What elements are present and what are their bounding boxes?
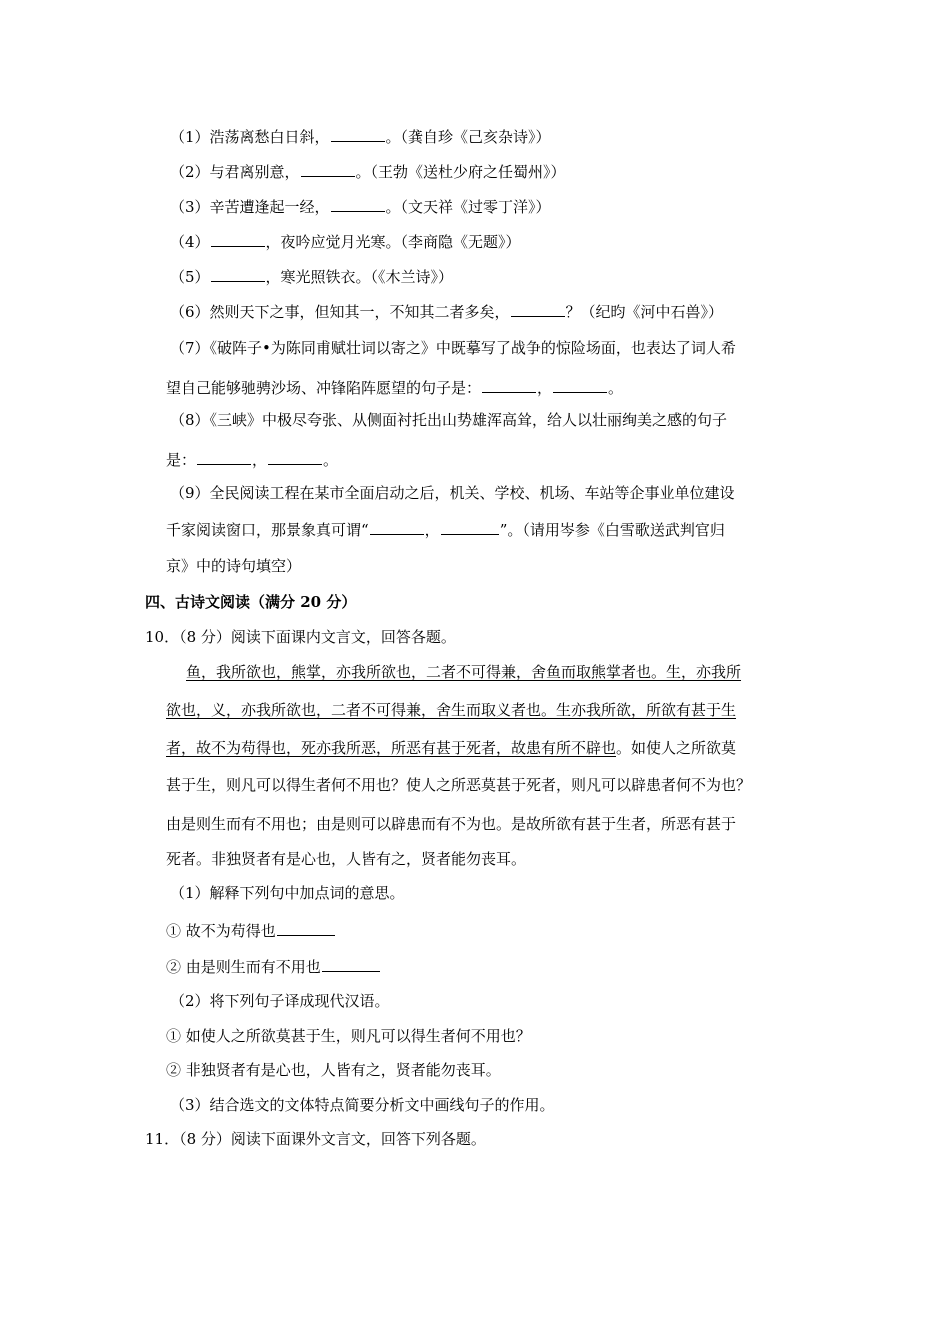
question-10-header: 10．（8 分）阅读下面课内文言文，回答各题。 bbox=[145, 628, 456, 646]
answer-blank[interactable] bbox=[370, 522, 424, 535]
fill-item-text: （4） bbox=[170, 233, 210, 251]
underlined-text: 者，故不为苟得也，死亦我所恶，所恶有甚于死者，故患有所不辟也 bbox=[166, 739, 617, 757]
fill-item-7-line2 bbox=[166, 378, 623, 398]
fill-item-text: 千家阅读窗口，那景象真可谓“ bbox=[166, 521, 369, 539]
fill-item-text: （6）然则天下之事，但知其一，不知其二者多矣， bbox=[170, 303, 510, 321]
answer-blank[interactable] bbox=[331, 199, 385, 212]
answer-blank[interactable] bbox=[211, 269, 265, 282]
answer-blank[interactable] bbox=[197, 452, 251, 465]
fill-item-source: 。（文天祥《过零丁洋》） bbox=[385, 198, 551, 216]
underlined-text: 鱼，我所欲也，熊掌，亦我所欲也，二者不可得兼，舍鱼而取熊掌者也。生，亦我所 bbox=[186, 663, 742, 681]
fill-item-8-line1: （8）《三峡》中极尽夸张、从侧面衬托出山势雄浑高耸，给人以壮丽绚美之感的句子 bbox=[170, 411, 728, 429]
passage-text: 。如使人之所欲莫 bbox=[616, 739, 737, 757]
fill-item-source: ？（纪昀《河中石兽》） bbox=[565, 303, 724, 321]
sub-question-3: （3）结合选文的文体特点简要分析文中画线句子的作用。 bbox=[170, 1096, 555, 1114]
fill-item-3 bbox=[170, 197, 551, 217]
passage-line: 由是则生而有不用也；由是则可以辟患而有不为也。是故所欲有甚于生者，所恶有甚于 bbox=[166, 815, 737, 833]
fill-item-text: （1）浩荡离愁白日斜， bbox=[170, 128, 330, 146]
sub-question-1a bbox=[166, 921, 336, 941]
sub-question-2: （2）将下列句子译成现代汉语。 bbox=[170, 992, 390, 1010]
sub-question-2a: ① 如使人之所欲莫甚于生，则凡可以得生者何不用也？ bbox=[166, 1027, 531, 1045]
fill-item-text: （5） bbox=[170, 268, 210, 286]
sub-question-1: （1）解释下列句中加点词的意思。 bbox=[170, 884, 405, 902]
fill-item-4 bbox=[170, 232, 521, 252]
fill-item-7-line1: （7）《破阵子•为陈同甫赋壮词以寄之》中既摹写了战争的惊险场面，也表达了词人希 bbox=[170, 339, 736, 357]
answer-blank[interactable] bbox=[301, 164, 355, 177]
passage-line bbox=[166, 738, 736, 758]
comma: ， bbox=[424, 521, 440, 539]
answer-blank[interactable] bbox=[511, 304, 565, 317]
answer-blank[interactable] bbox=[211, 234, 265, 247]
fill-item-text: （2）与君离别意， bbox=[170, 163, 300, 181]
fill-item-9-line3: 京》中的诗句填空） bbox=[166, 557, 302, 575]
answer-blank[interactable] bbox=[482, 380, 536, 393]
fill-item-text: 望自己能够驰骋沙场、冲锋陷阵愿望的句子是： bbox=[166, 379, 482, 397]
answer-blank[interactable] bbox=[331, 129, 385, 142]
fill-item-text: （3）辛苦遭逢起一经， bbox=[170, 198, 330, 216]
passage-line: 死者。非独贤者有是心也，人皆有之，贤者能勿丧耳。 bbox=[166, 850, 527, 868]
sub-question-text: ① 故不为苟得也 bbox=[166, 922, 276, 940]
comma: ， bbox=[252, 451, 268, 469]
fill-item-text: 是： bbox=[166, 451, 197, 469]
fill-item-2 bbox=[170, 162, 566, 182]
answer-blank[interactable] bbox=[441, 522, 499, 535]
comma: ， bbox=[537, 379, 553, 397]
passage-line bbox=[166, 700, 736, 720]
fill-item-9-line2 bbox=[166, 520, 725, 540]
answer-blank[interactable] bbox=[553, 380, 607, 393]
answer-blank[interactable] bbox=[268, 452, 322, 465]
fill-item-5 bbox=[170, 267, 453, 287]
question-11-header: 11．（8 分）阅读下面课外文言文，回答下列各题。 bbox=[145, 1130, 486, 1148]
fill-item-9-line1: （9）全民阅读工程在某市全面启动之后，机关、学校、机场、车站等企事业单位建设 bbox=[170, 484, 735, 502]
answer-blank[interactable] bbox=[322, 959, 380, 972]
fill-item-source: ，夜吟应觉月光寒。（李商隐《无题》） bbox=[265, 233, 521, 251]
section-title: 四、古诗文阅读（满分 20 分） bbox=[145, 593, 357, 611]
period: 。 bbox=[323, 451, 339, 469]
period: 。 bbox=[608, 379, 624, 397]
fill-item-source: 。（王勃《送杜少府之任蜀州》） bbox=[355, 163, 566, 181]
passage-line: 甚于生，则凡可以得生者何不用也？使人之所恶莫甚于死者，则凡可以辟患者何不为也？ bbox=[166, 776, 752, 794]
fill-item-8-line2 bbox=[166, 450, 338, 470]
fill-item-source: ，寒光照铁衣。（《木兰诗》） bbox=[265, 268, 454, 286]
fill-item-source: ”。（请用岑参《白雪歌送武判官归 bbox=[499, 521, 725, 539]
underlined-text: 欲也，义，亦我所欲也，二者不可得兼，舍生而取义者也。生亦我所欲，所欲有甚于生 bbox=[166, 701, 737, 719]
passage-line bbox=[186, 662, 741, 682]
fill-item-1 bbox=[170, 127, 551, 147]
sub-question-text: ② 由是则生而有不用也 bbox=[166, 958, 321, 976]
sub-question-1b bbox=[166, 957, 381, 977]
sub-question-2b: ② 非独贤者有是心也，人皆有之，贤者能勿丧耳。 bbox=[166, 1061, 501, 1079]
answer-blank[interactable] bbox=[277, 923, 335, 936]
fill-item-source: 。（龚自珍《己亥杂诗》） bbox=[385, 128, 551, 146]
fill-item-6 bbox=[170, 302, 723, 322]
